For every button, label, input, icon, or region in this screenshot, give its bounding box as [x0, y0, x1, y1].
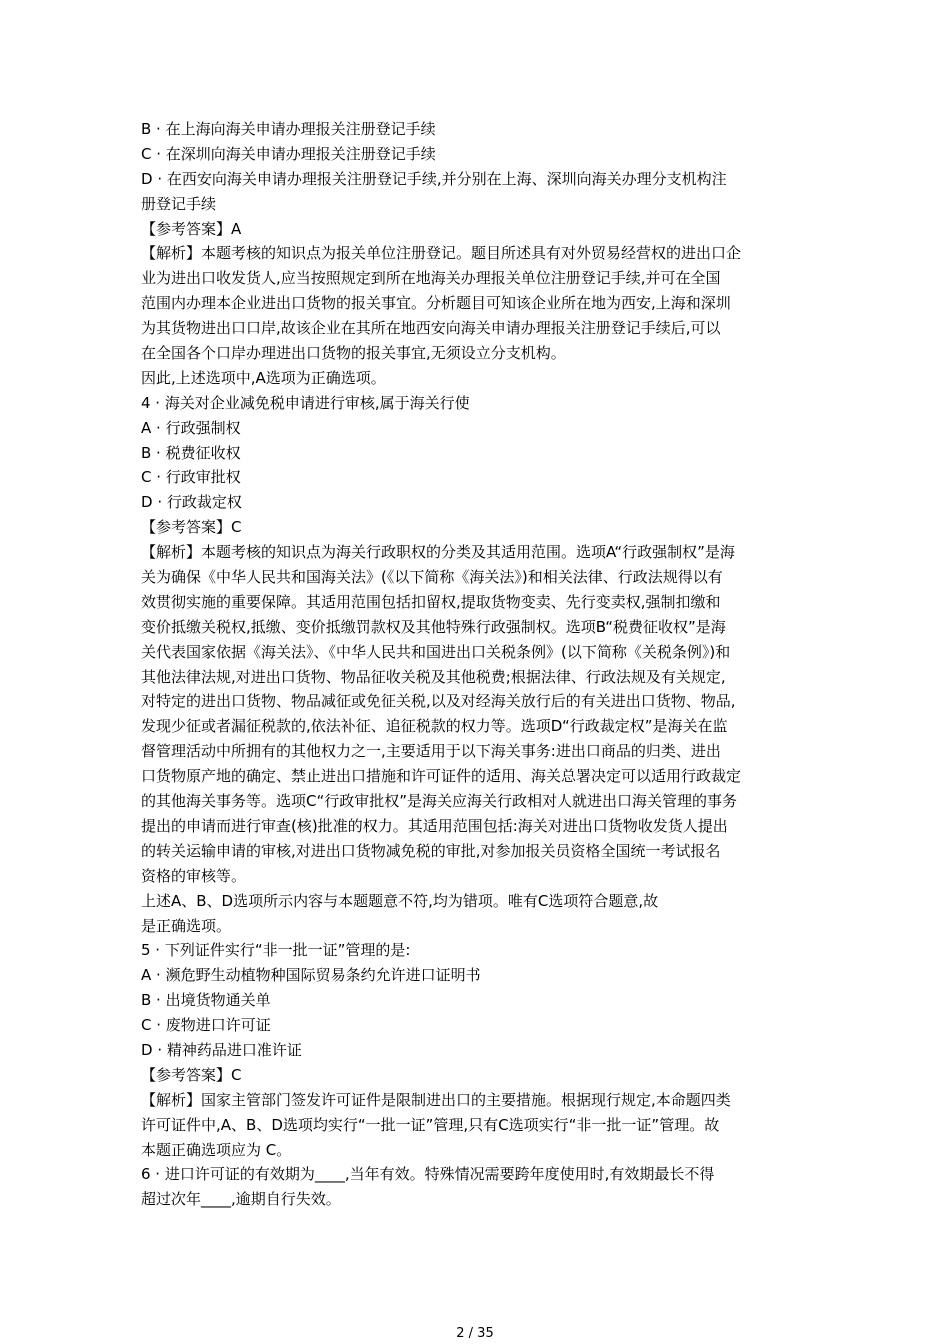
analysis-line: 为其货物进出口口岸,故该企业在其所在地西安向海关申请办理报关注册登记手续后,可以	[141, 319, 721, 338]
conclusion-line: 是正确选项。	[141, 916, 232, 935]
conclusion-line: 因此,上述选项中,A选项为正确选项。	[141, 368, 386, 387]
analysis-line: 提出的申请而进行审查(核)批准的权力。其适用范围包括:海关对进出口货物收发货人提出	[141, 816, 728, 835]
analysis-line: 许可证件中,A、B、D选项均实行“一批一证”管理,只有C选项实行“非一批一证”管理。故	[141, 1115, 720, 1134]
analysis-line: 口货物原产地的确定、禁止进出口措施和许可证件的适用、海关总署决定可以适用行政裁定	[141, 767, 742, 786]
analysis-line: 【解析】本题考核的知识点为报关单位注册登记。题目所述具有对外贸易经营权的进出口企	[141, 244, 742, 263]
analysis-line: 的其他海关事务等。选项C“行政审批权”是海关应海关行政相对人就进出口海关管理的事务	[141, 792, 738, 811]
analysis-line: 业为进出口收发货人,应当按照规定到所在地海关办理报关单位注册登记手续,并可在全国	[141, 269, 721, 288]
reference-answer: 【参考答案】C	[141, 1065, 242, 1084]
analysis-line: 其他法律法规,对进出口货物、物品征收关税及其他税费;根据法律、行政法规及有关规定,	[141, 667, 726, 686]
option-d: D · 在西安向海关申请办理报关注册登记手续,并分别在上海、深圳向海关办理分支机构注	[141, 169, 727, 188]
question-6-continued: 超过次年____,逾期自行失效。	[141, 1190, 341, 1209]
conclusion-line: 上述A、B、D选项所示内容与本题题意不符,均为错项。唯有C选项符合题意,故	[141, 891, 659, 910]
reference-answer: 【参考答案】C	[141, 518, 242, 537]
analysis-line: 督管理活动中所拥有的其他权力之一,主要适用于以下海关事务:进出口商品的归类、进出	[141, 742, 721, 761]
option-c: C · 在深圳向海关申请办理报关注册登记手续	[141, 144, 436, 163]
document-body	[141, 117, 813, 1212]
analysis-line: 关为确保《中华人民共和国海关法》(《以下简称《海关法》)和相关法律、行政法规得以有	[141, 568, 723, 587]
option-a: A · 濒危野生动植物种国际贸易条约允许进口证明书	[141, 966, 481, 985]
analysis-line: 效贯彻实施的重要保障。其适用范围包括扣留权,提取货物变卖、先行变卖权,强制扣缴和	[141, 592, 721, 611]
analysis-line: 关代表国家依据《海关法》、《中华人民共和国进出口关税条例》(以下简称《关税条例》)和	[141, 642, 731, 661]
option-d-continued: 册登记手续	[141, 194, 217, 213]
analysis-line: 的转关运输申请的审核,对进出口货物减免税的审批,对参加报关员资格全国统一考试报名	[141, 841, 721, 860]
reference-answer: 【参考答案】A	[141, 219, 242, 238]
option-c: C · 行政审批权	[141, 468, 241, 487]
analysis-line: 变价抵缴关税权,抵缴、变价抵缴罚款权及其他特殊行政强制权。选项B“税费征收权”是海	[141, 617, 726, 636]
analysis-line: 【解析】本题考核的知识点为海关行政职权的分类及其适用范围。选项A“行政强制权”是海	[141, 543, 735, 562]
question-4: 4 · 海关对企业减免税申请进行审核,属于海关行使	[141, 393, 470, 412]
analysis-line: 本题正确选项应为 C。	[141, 1140, 292, 1159]
page-number: 2 / 35	[456, 1326, 494, 1341]
analysis-line: 对特定的进出口货物、物品减征或免征关税,以及对经海关放行后的有关进出口货物、物品,	[141, 692, 736, 711]
analysis-line: 【解析】国家主管部门签发许可证件是限制进出口的主要措施。根据现行规定,本命题四类	[141, 1090, 731, 1109]
option-b: B · 税费征收权	[141, 443, 241, 462]
option-a: A · 行政强制权	[141, 418, 241, 437]
option-c: C · 废物进口许可证	[141, 1016, 271, 1035]
option-b: B · 在上海向海关申请办理报关注册登记手续	[141, 120, 436, 138]
analysis-line: 发现少征或者漏征税款的,依法补征、追征税款的权力等。选项D“行政裁定权”是海关在监	[141, 717, 728, 736]
option-b: B · 出境货物通关单	[141, 991, 271, 1010]
option-d: D · 行政裁定权	[141, 493, 242, 512]
option-d: D · 精神药品进口准许证	[141, 1040, 302, 1059]
question-6: 6 · 进口许可证的有效期为____,当年有效。特殊情况需要跨年度使用时,有效期最长不得	[141, 1165, 715, 1184]
analysis-line: 在全国各个口岸办理进出口货物的报关事宜,无须设立分支机构。	[141, 344, 566, 363]
question-5: 5 · 下列证件实行“非一批一证”管理的是:	[141, 941, 411, 960]
analysis-line: 资格的审核等。	[141, 866, 247, 885]
analysis-line: 范围内办理本企业进出口货物的报关事宜。分析题目可知该企业所在地为西安,上海和深圳	[141, 294, 731, 313]
